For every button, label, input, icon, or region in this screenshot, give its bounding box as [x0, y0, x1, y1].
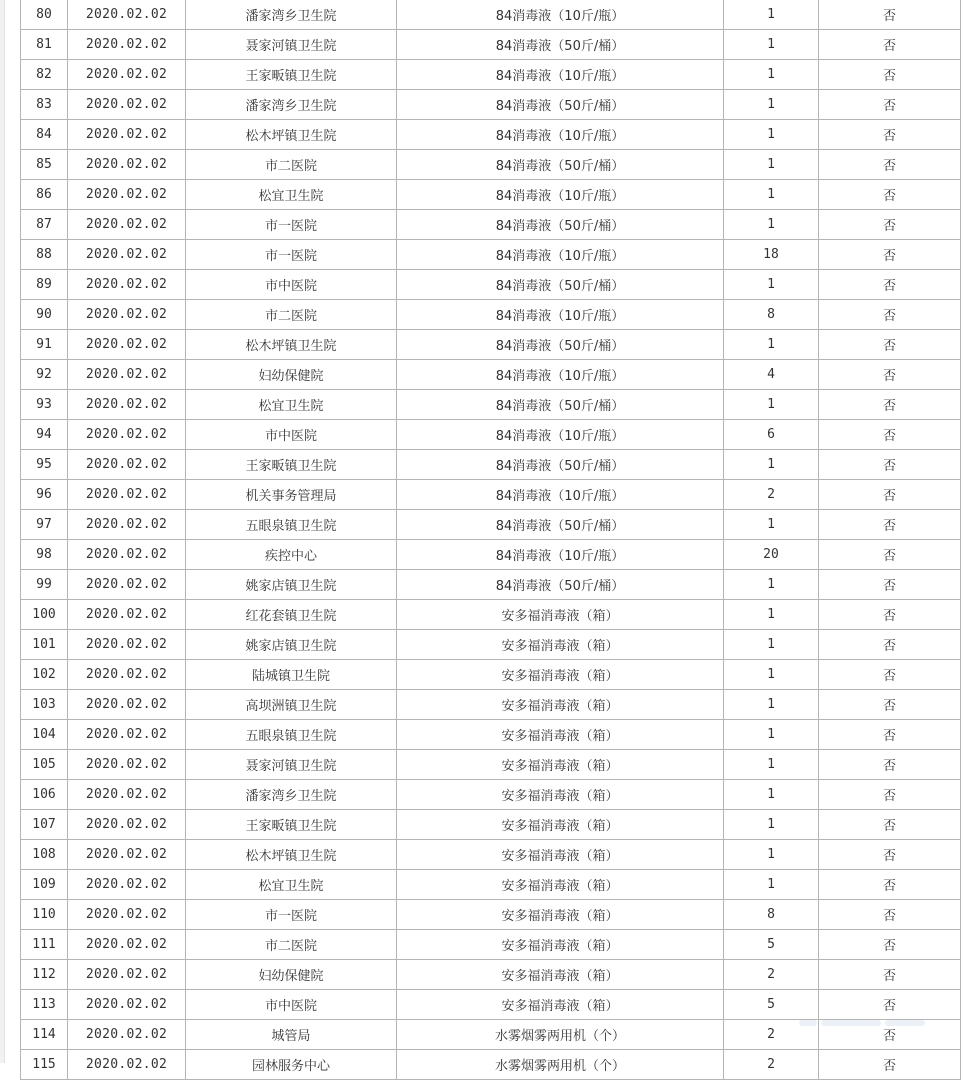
cell-quantity: 1	[724, 510, 819, 540]
cell-seq-no: 113	[21, 990, 68, 1020]
cell-item-name: 安多福消毒液（箱）	[397, 840, 724, 870]
cell-recipient-unit: 市一医院	[186, 900, 397, 930]
cell-quantity: 2	[724, 1050, 819, 1080]
cell-recipient-unit: 城管局	[186, 1020, 397, 1050]
cell-date: 2020.02.02	[68, 630, 186, 660]
cell-item-name: 84消毒液（50斤/桶）	[397, 450, 724, 480]
cell-item-name: 84消毒液（10斤/瓶）	[397, 480, 724, 510]
cell-date: 2020.02.02	[68, 120, 186, 150]
cell-seq-no: 92	[21, 360, 68, 390]
cell-item-name: 84消毒液（10斤/瓶）	[397, 420, 724, 450]
cell-quantity: 8	[724, 900, 819, 930]
cell-item-name: 安多福消毒液（箱）	[397, 630, 724, 660]
cell-date: 2020.02.02	[68, 390, 186, 420]
cell-date: 2020.02.02	[68, 300, 186, 330]
cell-flag: 否	[819, 480, 961, 510]
cell-seq-no: 91	[21, 330, 68, 360]
table-row	[21, 210, 961, 240]
cell-quantity: 4	[724, 360, 819, 390]
cell-item-name: 84消毒液（10斤/瓶）	[397, 60, 724, 90]
cell-quantity: 1	[724, 180, 819, 210]
cell-flag: 否	[819, 630, 961, 660]
cell-recipient-unit: 松木坪镇卫生院	[186, 840, 397, 870]
cell-seq-no: 100	[21, 600, 68, 630]
cell-flag: 否	[819, 840, 961, 870]
cell-quantity: 1	[724, 600, 819, 630]
table-row	[21, 630, 961, 660]
cell-recipient-unit: 松宜卫生院	[186, 390, 397, 420]
cell-date: 2020.02.02	[68, 420, 186, 450]
cell-date: 2020.02.02	[68, 150, 186, 180]
cell-item-name: 84消毒液（10斤/瓶）	[397, 120, 724, 150]
cell-quantity: 1	[724, 870, 819, 900]
table-row	[21, 420, 961, 450]
table-row	[21, 540, 961, 570]
cell-item-name: 安多福消毒液（箱）	[397, 780, 724, 810]
cell-quantity: 5	[724, 990, 819, 1020]
cell-recipient-unit: 王家畈镇卫生院	[186, 810, 397, 840]
cell-seq-no: 105	[21, 750, 68, 780]
cell-seq-no: 115	[21, 1050, 68, 1080]
cell-flag: 否	[819, 870, 961, 900]
table-row	[21, 270, 961, 300]
table-row	[21, 150, 961, 180]
cell-item-name: 安多福消毒液（箱）	[397, 990, 724, 1020]
cell-seq-no: 108	[21, 840, 68, 870]
cell-flag: 否	[819, 960, 961, 990]
cell-recipient-unit: 市二医院	[186, 150, 397, 180]
cell-date: 2020.02.02	[68, 930, 186, 960]
cell-quantity: 18	[724, 240, 819, 270]
cell-item-name: 安多福消毒液（箱）	[397, 960, 724, 990]
cell-quantity: 8	[724, 300, 819, 330]
table-row	[21, 690, 961, 720]
cell-seq-no: 109	[21, 870, 68, 900]
cell-flag: 否	[819, 270, 961, 300]
cell-seq-no: 82	[21, 60, 68, 90]
cell-item-name: 安多福消毒液（箱）	[397, 600, 724, 630]
cell-recipient-unit: 市中医院	[186, 420, 397, 450]
cell-date: 2020.02.02	[68, 900, 186, 930]
cell-date: 2020.02.02	[68, 600, 186, 630]
cell-date: 2020.02.02	[68, 360, 186, 390]
cell-recipient-unit: 王家畈镇卫生院	[186, 450, 397, 480]
cell-recipient-unit: 市二医院	[186, 930, 397, 960]
cell-quantity: 1	[724, 60, 819, 90]
cell-date: 2020.02.02	[68, 1020, 186, 1050]
cell-quantity: 2	[724, 960, 819, 990]
table-row	[21, 480, 961, 510]
cell-seq-no: 89	[21, 270, 68, 300]
cell-quantity: 1	[724, 780, 819, 810]
cell-quantity: 6	[724, 420, 819, 450]
cell-item-name: 84消毒液（50斤/桶）	[397, 330, 724, 360]
table-row	[21, 300, 961, 330]
cell-flag: 否	[819, 990, 961, 1020]
cell-date: 2020.02.02	[68, 180, 186, 210]
table-row	[21, 60, 961, 90]
cell-item-name: 84消毒液（50斤/桶）	[397, 150, 724, 180]
cell-recipient-unit: 潘家湾乡卫生院	[186, 780, 397, 810]
table-row	[21, 570, 961, 600]
cell-quantity: 1	[724, 270, 819, 300]
cell-seq-no: 112	[21, 960, 68, 990]
cell-flag: 否	[819, 0, 961, 30]
table-row	[21, 870, 961, 900]
table-row	[21, 660, 961, 690]
cell-recipient-unit: 市中医院	[186, 270, 397, 300]
table-row	[21, 720, 961, 750]
cell-quantity: 1	[724, 810, 819, 840]
cell-seq-no: 85	[21, 150, 68, 180]
cell-recipient-unit: 市一医院	[186, 210, 397, 240]
cell-recipient-unit: 园林服务中心	[186, 1050, 397, 1080]
cell-item-name: 安多福消毒液（箱）	[397, 930, 724, 960]
table-row	[21, 360, 961, 390]
table-row	[21, 810, 961, 840]
table-row	[21, 330, 961, 360]
cell-flag: 否	[819, 450, 961, 480]
cell-recipient-unit: 聂家河镇卫生院	[186, 30, 397, 60]
cell-recipient-unit: 市中医院	[186, 990, 397, 1020]
cell-flag: 否	[819, 690, 961, 720]
cell-flag: 否	[819, 30, 961, 60]
cell-seq-no: 94	[21, 420, 68, 450]
cell-item-name: 安多福消毒液（箱）	[397, 810, 724, 840]
cell-recipient-unit: 五眼泉镇卫生院	[186, 510, 397, 540]
cell-quantity: 2	[724, 1020, 819, 1050]
cell-date: 2020.02.02	[68, 540, 186, 570]
cell-recipient-unit: 姚家店镇卫生院	[186, 570, 397, 600]
table-row	[21, 180, 961, 210]
cell-item-name: 水雾烟雾两用机（个）	[397, 1050, 724, 1080]
cell-quantity: 2	[724, 480, 819, 510]
cell-flag: 否	[819, 750, 961, 780]
cell-date: 2020.02.02	[68, 0, 186, 30]
cell-seq-no: 106	[21, 780, 68, 810]
cell-seq-no: 114	[21, 1020, 68, 1050]
table-row	[21, 780, 961, 810]
cell-quantity: 1	[724, 660, 819, 690]
cell-seq-no: 99	[21, 570, 68, 600]
cell-seq-no: 97	[21, 510, 68, 540]
cell-item-name: 84消毒液（10斤/瓶）	[397, 360, 724, 390]
cell-flag: 否	[819, 390, 961, 420]
donation-records-table	[20, 0, 961, 1080]
cell-item-name: 84消毒液（10斤/瓶）	[397, 0, 724, 30]
cell-seq-no: 101	[21, 630, 68, 660]
cell-seq-no: 98	[21, 540, 68, 570]
cell-seq-no: 88	[21, 240, 68, 270]
cell-recipient-unit: 五眼泉镇卫生院	[186, 720, 397, 750]
cell-seq-no: 87	[21, 210, 68, 240]
cell-seq-no: 81	[21, 30, 68, 60]
table-row	[21, 1050, 961, 1080]
cell-date: 2020.02.02	[68, 810, 186, 840]
cell-flag: 否	[819, 150, 961, 180]
cell-quantity: 1	[724, 210, 819, 240]
cell-item-name: 84消毒液（50斤/桶）	[397, 270, 724, 300]
cell-date: 2020.02.02	[68, 1050, 186, 1080]
cell-date: 2020.02.02	[68, 570, 186, 600]
cell-quantity: 1	[724, 330, 819, 360]
cell-recipient-unit: 高坝洲镇卫生院	[186, 690, 397, 720]
cell-date: 2020.02.02	[68, 750, 186, 780]
cell-date: 2020.02.02	[68, 330, 186, 360]
cell-item-name: 84消毒液（50斤/桶）	[397, 390, 724, 420]
cell-item-name: 安多福消毒液（箱）	[397, 720, 724, 750]
cell-seq-no: 95	[21, 450, 68, 480]
cell-quantity: 1	[724, 690, 819, 720]
cell-quantity: 1	[724, 570, 819, 600]
cell-seq-no: 83	[21, 90, 68, 120]
cell-quantity: 1	[724, 150, 819, 180]
cell-quantity: 1	[724, 750, 819, 780]
cell-item-name: 84消毒液（10斤/瓶）	[397, 540, 724, 570]
cell-quantity: 1	[724, 630, 819, 660]
cell-date: 2020.02.02	[68, 210, 186, 240]
cell-seq-no: 104	[21, 720, 68, 750]
cell-item-name: 84消毒液（50斤/桶）	[397, 510, 724, 540]
cell-item-name: 84消毒液（50斤/桶）	[397, 570, 724, 600]
cell-quantity: 1	[724, 390, 819, 420]
cell-quantity: 20	[724, 540, 819, 570]
cell-date: 2020.02.02	[68, 660, 186, 690]
table-row	[21, 120, 961, 150]
table-body	[21, 0, 961, 1080]
table-row	[21, 840, 961, 870]
cell-seq-no: 110	[21, 900, 68, 930]
cell-date: 2020.02.02	[68, 270, 186, 300]
cell-seq-no: 102	[21, 660, 68, 690]
cell-quantity: 1	[724, 30, 819, 60]
cell-item-name: 84消毒液（50斤/桶）	[397, 30, 724, 60]
table-row	[21, 510, 961, 540]
cell-date: 2020.02.02	[68, 780, 186, 810]
cell-date: 2020.02.02	[68, 240, 186, 270]
cell-quantity: 1	[724, 450, 819, 480]
cell-flag: 否	[819, 540, 961, 570]
cell-recipient-unit: 市二医院	[186, 300, 397, 330]
cell-seq-no: 103	[21, 690, 68, 720]
cell-recipient-unit: 松宜卫生院	[186, 180, 397, 210]
cell-seq-no: 111	[21, 930, 68, 960]
cell-date: 2020.02.02	[68, 960, 186, 990]
cell-seq-no: 84	[21, 120, 68, 150]
cell-recipient-unit: 疾控中心	[186, 540, 397, 570]
cell-recipient-unit: 潘家湾乡卫生院	[186, 0, 397, 30]
table-row	[21, 90, 961, 120]
table-row	[21, 450, 961, 480]
table-row	[21, 1020, 961, 1050]
cell-recipient-unit: 妇幼保健院	[186, 360, 397, 390]
cell-item-name: 84消毒液（10斤/瓶）	[397, 180, 724, 210]
cell-item-name: 安多福消毒液（箱）	[397, 660, 724, 690]
cell-item-name: 84消毒液（50斤/桶）	[397, 210, 724, 240]
cell-recipient-unit: 聂家河镇卫生院	[186, 750, 397, 780]
table-row	[21, 750, 961, 780]
cell-seq-no: 107	[21, 810, 68, 840]
cell-quantity: 1	[724, 720, 819, 750]
cell-seq-no: 96	[21, 480, 68, 510]
cell-date: 2020.02.02	[68, 690, 186, 720]
cell-flag: 否	[819, 360, 961, 390]
cell-item-name: 安多福消毒液（箱）	[397, 750, 724, 780]
cell-flag: 否	[819, 660, 961, 690]
cell-recipient-unit: 松宜卫生院	[186, 870, 397, 900]
left-edge	[0, 0, 5, 1063]
cell-item-name: 安多福消毒液（箱）	[397, 690, 724, 720]
table-row	[21, 390, 961, 420]
cell-flag: 否	[819, 930, 961, 960]
cell-flag: 否	[819, 720, 961, 750]
cell-seq-no: 80	[21, 0, 68, 30]
cell-flag: 否	[819, 180, 961, 210]
cell-date: 2020.02.02	[68, 450, 186, 480]
cell-flag: 否	[819, 810, 961, 840]
cell-recipient-unit: 王家畈镇卫生院	[186, 60, 397, 90]
cell-quantity: 1	[724, 840, 819, 870]
cell-flag: 否	[819, 300, 961, 330]
cell-item-name: 水雾烟雾两用机（个）	[397, 1020, 724, 1050]
cell-flag: 否	[819, 210, 961, 240]
cell-date: 2020.02.02	[68, 840, 186, 870]
cell-seq-no: 86	[21, 180, 68, 210]
cell-quantity: 1	[724, 90, 819, 120]
table-row	[21, 30, 961, 60]
table-row	[21, 0, 961, 30]
table-row	[21, 240, 961, 270]
cell-flag: 否	[819, 1050, 961, 1080]
cell-recipient-unit: 姚家店镇卫生院	[186, 630, 397, 660]
cell-quantity: 1	[724, 120, 819, 150]
table-row	[21, 600, 961, 630]
cell-item-name: 安多福消毒液（箱）	[397, 900, 724, 930]
cell-item-name: 84消毒液（10斤/瓶）	[397, 240, 724, 270]
table-row	[21, 960, 961, 990]
cell-date: 2020.02.02	[68, 60, 186, 90]
cell-recipient-unit: 松木坪镇卫生院	[186, 330, 397, 360]
cell-date: 2020.02.02	[68, 480, 186, 510]
cell-flag: 否	[819, 120, 961, 150]
cell-flag: 否	[819, 420, 961, 450]
cell-date: 2020.02.02	[68, 870, 186, 900]
cell-flag: 否	[819, 330, 961, 360]
cell-flag: 否	[819, 240, 961, 270]
cell-date: 2020.02.02	[68, 990, 186, 1020]
cell-date: 2020.02.02	[68, 510, 186, 540]
cell-recipient-unit: 陆城镇卫生院	[186, 660, 397, 690]
cell-recipient-unit: 红花套镇卫生院	[186, 600, 397, 630]
cell-date: 2020.02.02	[68, 90, 186, 120]
cell-recipient-unit: 机关事务管理局	[186, 480, 397, 510]
cell-recipient-unit: 市一医院	[186, 240, 397, 270]
cell-quantity: 5	[724, 930, 819, 960]
cell-flag: 否	[819, 780, 961, 810]
cell-date: 2020.02.02	[68, 30, 186, 60]
cell-flag: 否	[819, 510, 961, 540]
cell-recipient-unit: 松木坪镇卫生院	[186, 120, 397, 150]
cell-flag: 否	[819, 570, 961, 600]
table-row	[21, 900, 961, 930]
cell-flag: 否	[819, 600, 961, 630]
cell-seq-no: 90	[21, 300, 68, 330]
cell-recipient-unit: 妇幼保健院	[186, 960, 397, 990]
cell-item-name: 安多福消毒液（箱）	[397, 870, 724, 900]
cell-item-name: 84消毒液（10斤/瓶）	[397, 300, 724, 330]
cell-seq-no: 93	[21, 390, 68, 420]
cell-flag: 否	[819, 1020, 961, 1050]
cell-recipient-unit: 潘家湾乡卫生院	[186, 90, 397, 120]
table-row	[21, 930, 961, 960]
cell-date: 2020.02.02	[68, 720, 186, 750]
cell-flag: 否	[819, 90, 961, 120]
table-row	[21, 990, 961, 1020]
cell-quantity: 1	[724, 0, 819, 30]
cell-flag: 否	[819, 60, 961, 90]
cell-item-name: 84消毒液（50斤/桶）	[397, 90, 724, 120]
cell-flag: 否	[819, 900, 961, 930]
